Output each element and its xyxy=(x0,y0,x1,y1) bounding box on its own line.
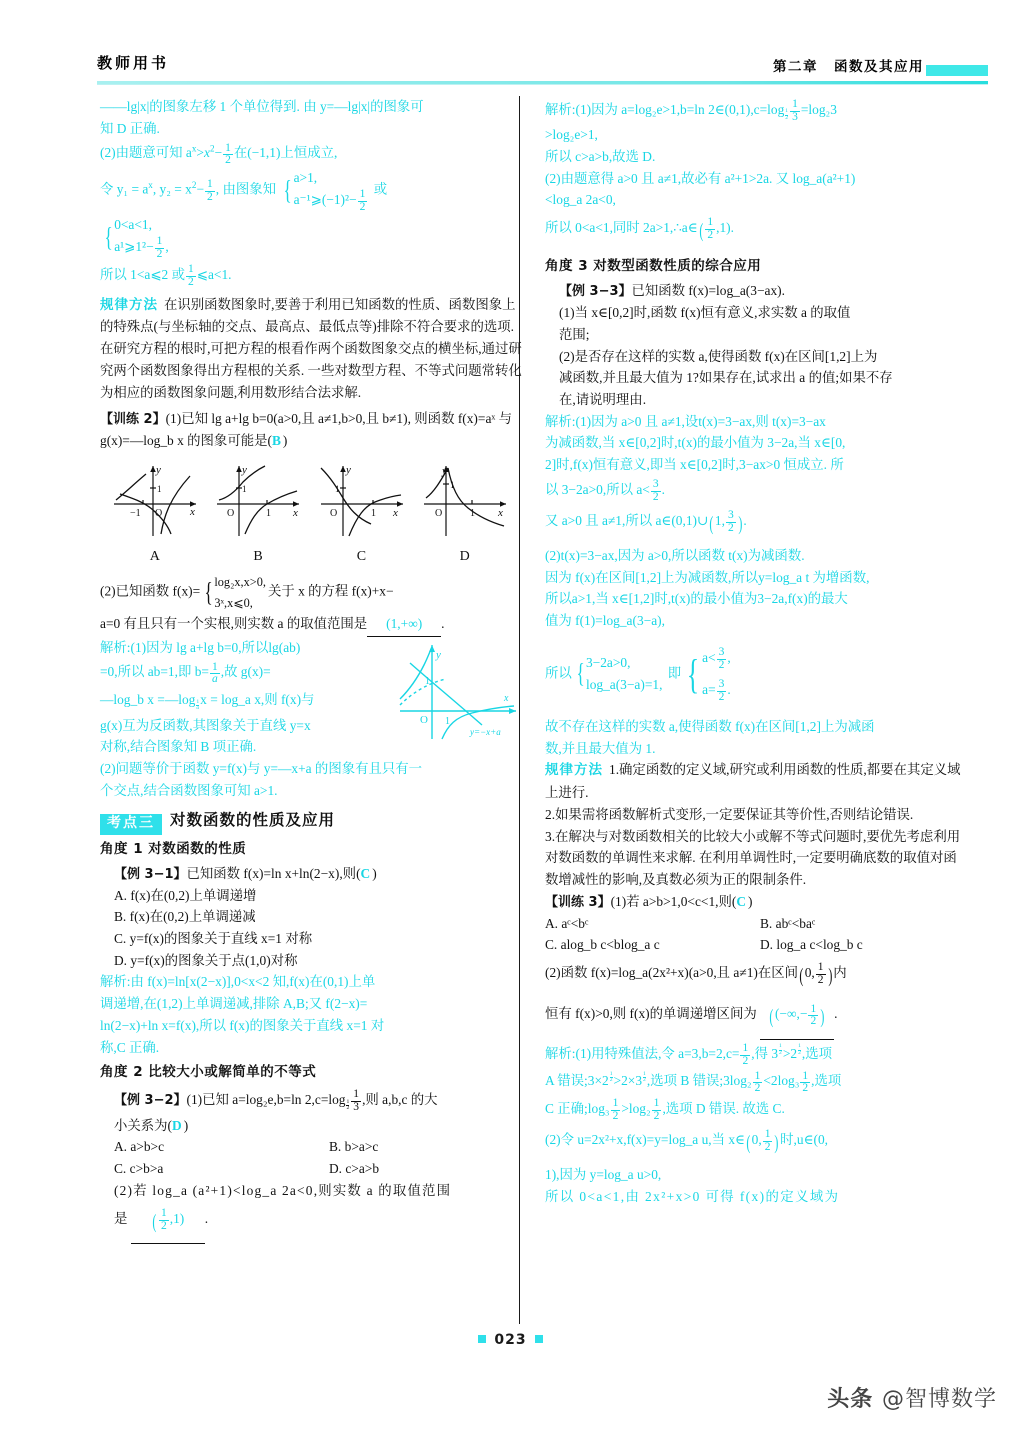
jiexi33-sys1-row1: 3−2a>0, xyxy=(585,654,631,670)
option-figure-a xyxy=(106,458,204,568)
li32-question-1-tail: 小关系为(D) xyxy=(114,1117,189,1133)
conclusion-line: 所以 1<a⩽2 或 $\frac{1}{2}$ ⩽a<1. xyxy=(100,263,232,288)
sys1-or: 或 xyxy=(373,181,388,197)
option-label-c: C xyxy=(356,548,367,564)
jiexi-x3-line-5: 1),因为 y=log_a u>0, xyxy=(545,1166,662,1182)
jiexi2-l3a: —log_b x =—log xyxy=(100,692,196,708)
system-brace-1: { a>1, a⁻¹⩾(−1)²− $\frac{1}{2}$ xyxy=(281,167,368,214)
graph-a-svg xyxy=(106,458,204,540)
li31-option-c: C. y=f(x)的图象关于直线 x=1 对称 xyxy=(114,931,313,947)
jiexi-x3-l2c: ,选项 B 错误;3log₂ xyxy=(646,1073,752,1089)
option-label-b: B xyxy=(253,548,264,564)
svg-text:1: 1 xyxy=(425,675,430,687)
jiexi-x3-l1d: ,选项 xyxy=(801,1045,833,1061)
guilv-block-right xyxy=(545,759,967,804)
system-2-line xyxy=(100,214,522,261)
jiexi2-l2b: ,故 g(x)= xyxy=(220,664,271,680)
svg-text:1: 1 xyxy=(242,483,247,494)
jiexi33-line-7: 因为 f(x)在区间[1,2]上为减函数,所以y=log_a t 为增函数, xyxy=(545,569,870,585)
sys2-row2: a¹⩾1²− $\frac{1}{2}$ , xyxy=(114,235,169,261)
jiexi-x3-l3b: >log₂ xyxy=(621,1101,651,1117)
jiexi2-line-5: 对称,结合图象知 B 项正确. xyxy=(100,739,257,755)
page-number: 023 xyxy=(494,1332,527,1348)
li32-options-row-1 xyxy=(114,1136,522,1158)
header-chapter-title: 函数及其应用 xyxy=(834,59,924,75)
jiexi31-line-3: ln(2−x)+ln x=f(x),所以 f(x)的图象关于直线 x=1 对 xyxy=(100,1017,385,1033)
guilv-block-left xyxy=(100,294,522,404)
svg-text:y: y xyxy=(436,648,441,661)
header-left-title: 教师用书 xyxy=(97,54,170,72)
jiexi32-l1b: =log₂3 xyxy=(800,102,837,117)
jiexi33-system-brace-2: { a< $\frac{3}{2}$ , a= $\frac{3}{2}$ . xyxy=(683,642,731,706)
svg-text:y: y xyxy=(345,463,351,476)
li33-q: 已知函数 f(x)=log_a(3−ax). xyxy=(631,283,785,299)
jiexi-x3-l3a: C 正确;log₃ xyxy=(545,1101,610,1117)
xunlian3-q2c: 内 xyxy=(833,965,847,981)
header-accent-swatch xyxy=(926,65,988,76)
xunlian3-answer-1: C xyxy=(736,893,749,909)
li33-q1-line1: (1)当 x∈[0,2]时,函数 f(x)恒有意义,求实数 a 的取值 xyxy=(559,305,851,321)
li32-answer-2: ( $\frac{1}{2}$ ,1) xyxy=(131,1202,205,1244)
li33-q1-line2: 范围; xyxy=(559,326,590,342)
li32-q1a: (1)已知 a=log₂e,b=ln 2,c=log xyxy=(186,1092,346,1108)
guilv-tag-left: 规律方法 xyxy=(100,296,158,313)
xunlian2-q2-tail: a=0 有且只有一个实根,则实数 a 的取值范围是 xyxy=(100,616,368,632)
svg-text:x: x xyxy=(497,506,503,519)
svg-text:1: 1 xyxy=(445,715,450,727)
li32-option-c: C. c>b>a xyxy=(114,1161,164,1177)
option-label-d: D xyxy=(459,548,471,564)
page-footer xyxy=(0,1332,1021,1348)
guilv-text-left: 在识别函数图象时,要善于利用已知函数的性质、函数图象上的特殊点(与坐标轴的交点、最高点、最低点等)排除不符合要求的选项. 在研究方程的根时,可把方程的根看作两个函数图象交点的横坐标,通过研究两个函数图象得出方程根的关系. 一些对数型方程、不等式问题常转化为相应的函数图象问题,利用数形结合法求解. xyxy=(100,296,522,400)
jiexi33-sys-lead: 所以 xyxy=(545,664,572,680)
graph-d-svg xyxy=(416,458,514,540)
page-header xyxy=(0,52,1021,86)
svg-text:O: O xyxy=(420,713,428,726)
xunlian2-answer-1: B xyxy=(271,433,283,449)
svg-text:1: 1 xyxy=(157,483,162,494)
jiexi32-line-1: 解析:(1)因为 a=log₂e>1,b=ln 2∈(0,1),c=log $_{\frac{1}{2}}$ $\frac{1}{3}$ =log₂3 xyxy=(545,98,837,123)
jiexi33-line-2: 为减函数,当 x∈[0,2]时,t(x)的最小值为 3−2a,当 x∈[0, xyxy=(545,435,846,451)
xunlian3-option-b: B. abᶜ<baᶜ xyxy=(760,915,816,931)
jiexi2-line-4: g(x)互为反函数,其图象关于直线 y=x xyxy=(100,717,311,733)
watermark xyxy=(827,1382,997,1413)
jiexi-x3-l2d: <2log₃ xyxy=(763,1073,800,1089)
xunlian3-option-d: D. log_a c<log_b c xyxy=(760,937,863,953)
jiexi2-line-7: 个交点,结合函数图象可知 a>1. xyxy=(100,782,278,798)
jiexi31-line-4: 称,C 正确. xyxy=(100,1039,160,1055)
jiexi33-l5a: 又 a>0 且 a≠1,所以 a∈(0,1)∪ xyxy=(545,512,709,528)
jiexi-x3-l4b: 0, xyxy=(751,1131,762,1147)
item2-tail: 在(−1,1)上恒成立, xyxy=(233,145,338,161)
li32-options-row-2 xyxy=(114,1158,522,1180)
xunlian3-question-2-answer: 恒有 f(x)>0,则 f(x)的单调递增区间为 ((−∞,− $\frac{1}{2}$ ) . xyxy=(545,997,967,1039)
let-lead: 令 y₁ = a xyxy=(100,181,149,197)
jiexi-x3-l1a: 解析:(1)用特殊值法,令 a=3,b=2,c= xyxy=(545,1045,740,1061)
jiexi32-line-2: >log₂e>1, xyxy=(545,127,598,143)
header-chapter-number: 第二章 xyxy=(773,59,818,75)
jiexi33-sys2-row2: a= $\frac{3}{2}$ . xyxy=(702,678,731,703)
option-figure-d xyxy=(416,458,514,568)
xunlian2-q1a: (1)已知 lg a+lg b=0(a>0,且 a≠1,b>0,且 b≠1), xyxy=(165,411,411,427)
li32-q2b: 是 xyxy=(114,1210,128,1226)
jiexi33-system-line xyxy=(545,642,967,706)
jiexi33-line-10: 故不存在这样的实数 a,使得函数 f(x)在区间[1,2]上为减函 xyxy=(545,718,875,734)
jiexi-x3-line-6: 所以 0<a<1,由 2x²+x>0 可得 f(x)的定义域为 xyxy=(545,1188,840,1204)
jiexi33-line-11: 数,并且最大值为 1. xyxy=(545,740,656,756)
jiexi33-line-1: 解析:(1)因为 a>0 且 a≠1,设t(x)=3−ax,则 t(x)=3−ax xyxy=(545,413,826,429)
jiaodu-1-heading: 角度 1 对数函数的性质 xyxy=(100,840,247,857)
xunlian2-answer-2: (1,+∞) xyxy=(367,613,441,637)
jiexi2-line-3: —log_b x =—log $_{\frac{1}{a}}$ x = log_a x,则 f(x)与 xyxy=(100,692,315,712)
svg-text:x: x xyxy=(392,506,398,519)
li33-q2-line1: (2)是否存在这样的实数 a,使得函数 f(x)在区间[1,2]上为 xyxy=(559,348,878,364)
jiexi-x3-line-3: C 正确;log₃ $\frac{1}{2}$ >log₂ $\frac{1}{2}$ ,选项 D 错误. 故选 C. xyxy=(545,1097,785,1123)
svg-text:x: x xyxy=(504,692,509,704)
cont-line-1: ——lg|x|的图象左移 1 个单位得到. 由 y=—lg|x|的图象可 xyxy=(100,99,424,114)
jiexi32-l6b: ,1). xyxy=(716,220,734,236)
sys1-row1: a>1, xyxy=(293,170,318,186)
jiexi33-system-brace-1: { 3−2a>0, log_a(3−a)=1, xyxy=(574,652,663,696)
jiexi33-line-9: 值为 f(1)=log_a(3−a), xyxy=(545,612,665,628)
xunlian3-answer-2: ((−∞,− $\frac{1}{2}$ ) xyxy=(760,997,834,1039)
xunlian3-q2d: 恒有 f(x)>0,则 f(x)的单调递增区间为 xyxy=(545,1006,757,1022)
jiexi2-inset-figure xyxy=(398,639,522,743)
guilv-item-1: 1.确定函数的定义域,研究或利用函数的性质,都要在其定义域上进行. xyxy=(545,762,961,801)
li32-answer-1: D xyxy=(172,1117,184,1133)
li32-question-2: (2)若 log_a (a²+1)<log_a 2a<0,则实数 a 的取值范围 xyxy=(114,1182,452,1198)
jiexi-x3-l4c: 时,u∈(0, xyxy=(780,1131,829,1147)
graph-b-svg xyxy=(209,458,307,540)
li32-question-2-answer: 是 ( $\frac{1}{2}$ ,1) . xyxy=(114,1202,522,1244)
xunlian3-option-a: A. aᶜ<bᶜ xyxy=(545,915,589,931)
li33-q2-line2: 减函数,并且最大值为 1?如果存在,试求出 a 的值;如果不存 xyxy=(559,370,893,386)
xunlian2-question-2 xyxy=(100,572,522,613)
jiexi-x3-line-4: (2)令 u=2x²+x,f(x)=y=log_a u,当 x∈(0, $\frac{1}{2}$ )时,u∈(0, xyxy=(545,1127,829,1154)
xunlian3-tag: 【训练 3】 xyxy=(545,894,611,910)
let-line: 令 $y_1 = a^x$, $y_2 = x^2-$ $\frac{1}{2}$ , 由图象知 { a>1, a⁻¹⩾(−1)²− $\frac{1}{2}$ 或 xyxy=(100,167,522,214)
jiexi-x3-l2b: >2×3 xyxy=(613,1073,643,1089)
sys2-row1: 0<a<1, xyxy=(114,216,152,232)
svg-text:x: x xyxy=(190,505,195,518)
jiexi33-line-6: (2)t(x)=3−ax,因为 a>0,所以函数 t(x)为减函数. xyxy=(545,547,805,563)
jiexi33-l4a: 以 3−2a>0,所以 a< xyxy=(545,481,650,497)
li31-q: 已知函数 f(x)=ln x+ln(2−x),则( xyxy=(186,865,361,881)
li32-option-b: B. b>a>c xyxy=(329,1139,379,1155)
jiexi-x3-line-1: 解析:(1)用特殊值法,令 a=3,b=2,c= $\frac{1}{2}$ ,得 3 $^{\frac{1}{2}}$ >2 $^{\frac{1}{2}}$ ,选项 xyxy=(545,1041,833,1067)
xunlian2-q1b: 则函数 f(x)=aˣ 与 g(x)=—log_b x 的图象可能是( xyxy=(100,411,512,449)
jiexi33-line-8: 所以a>1,当 x∈[1,2]时,t(x)的最小值为3−2a,f(x)的最大 xyxy=(545,591,848,607)
watermark-handle: @智博数学 xyxy=(881,1387,997,1412)
svg-text:1: 1 xyxy=(266,507,272,519)
sys1-row2: a⁻¹⩾(−1)²− $\frac{1}{2}$ xyxy=(293,188,366,214)
inset-graph-svg xyxy=(398,639,522,743)
li32-q1b: ,则 a,b,c 的大 xyxy=(362,1092,438,1108)
li32-option-a: A. a>b>c xyxy=(114,1139,165,1155)
li32-question-1: 【例 3−2】(1)已知 a=log₂e,b=ln 2,c=log $_{\frac{1}{2}}$ $\frac{1}{3}$ ,则 a,b,c 的大 xyxy=(114,1088,438,1114)
jiexi2-line-6: (2)问题等价于函数 y=f(x)与 y=—x+a 的图象有且只有一 xyxy=(100,760,423,776)
li33-q2-line3: 在,请说明理由. xyxy=(559,392,647,408)
jiexi32-line-3: 所以 c>a>b,故选 D. xyxy=(545,149,656,165)
xunlian3-q2a: (2)函数 f(x)=log_a(2x²+x)(a>0,且 a≠1)在区间 xyxy=(545,965,799,981)
svg-text:1: 1 xyxy=(334,483,340,494)
kaodian-title: 对数函数的性质及应用 xyxy=(170,811,336,830)
svg-text:1: 1 xyxy=(370,507,376,519)
jiexi31-line-2: 调递增,在(1,2)上单调递减,排除 A,B;又 f(2−x)= xyxy=(100,996,368,1012)
li31-option-a: A. f(x)在(0,2)上单调递增 xyxy=(114,887,257,903)
jiexi2-line-1: 解析:(1)因为 lg a+lg b=0,所以lg(ab) xyxy=(100,639,301,655)
jiexi-x3-l2a: A 错误;3×2 xyxy=(545,1073,609,1089)
jiexi33-line-4: 以 3−2a>0,所以 a< $\frac{3}{2}$ . xyxy=(545,478,665,503)
graph-c-svg xyxy=(313,458,411,540)
svg-text:y: y xyxy=(156,463,161,476)
svg-text:x: x xyxy=(293,506,299,519)
watermark-platform: 头条 xyxy=(827,1387,874,1412)
jiaodu-2-heading: 角度 2 比较大小或解简单的不等式 xyxy=(100,1064,317,1081)
guilv-item-3-line: 3.在解决与对数函数相关的比较大小或解不等式问题时,要优先考虑利用对数函数的单调性来求解. 在利用单调性时,一定要明确底数的取值对函数增减性的影响,及真数必须为正的限制条件. xyxy=(545,828,961,888)
xunlian2-question-2-tail: a=0 有且只有一个实根,则实数 a 的取值范围是 (1,+∞) . xyxy=(100,613,522,637)
li32-option-d: D. c>a>b xyxy=(329,1161,380,1177)
jiexi33-l4b: . xyxy=(661,481,665,497)
jiexi-x3-l1c: >2 xyxy=(782,1045,798,1061)
header-chapter xyxy=(773,55,924,75)
li33-tag: 【例 3−3】 xyxy=(559,284,632,300)
li31-option-d: D. y=f(x)的图象关于点(1,0)对称 xyxy=(114,952,298,968)
li31-option-b: B. f(x)在(0,2)上单调递减 xyxy=(114,909,256,925)
svg-text:O: O xyxy=(434,507,443,519)
option-figure-b xyxy=(209,458,307,568)
jiexi32-line-5: <log_a 2a<0, xyxy=(545,192,616,208)
svg-text:1: 1 xyxy=(469,507,475,519)
svg-text:O: O xyxy=(329,507,337,519)
jiexi32-l6a: 所以 0<a<1,同时 2a>1,∴a∈ xyxy=(545,220,698,236)
xunlian3-options-row-2 xyxy=(545,934,967,956)
xunlian2-q2-mid: 关于 x 的方程 f(x)+x− xyxy=(267,583,394,599)
cont-line-2: 知 D 正确. xyxy=(100,120,160,136)
piecewise-case-1: log₂x,x>0, xyxy=(214,575,266,590)
kaodian-badge: 考点三 xyxy=(100,814,162,834)
jiexi33-line-5: 又 a>0 且 a≠1,所以 a∈(0,1)∪(1, $\frac{3}{2}$ ). xyxy=(545,508,747,535)
svg-text:y: y xyxy=(242,463,248,476)
footer-square-right-icon xyxy=(535,1335,543,1343)
svg-text:1: 1 xyxy=(449,479,455,490)
xunlian3-q2b: 0, xyxy=(804,965,815,981)
let-tail: , 由图象知 xyxy=(215,181,277,197)
footer-square-left-icon xyxy=(478,1335,486,1343)
jiexi33-line-3: 2]时,f(x)恒有意义,即当 x∈[0,2]时,3−ax>0 恒成立. 所 xyxy=(545,457,844,473)
xunlian3-question-1: 【训练 3】(1)若 a>b>1,0<c<1,则(C) xyxy=(545,893,753,910)
xunlian3-option-c: C. alog_b c<blog_a c xyxy=(545,937,660,953)
svg-text:O: O xyxy=(155,507,163,519)
xunlian3-options-row-1 xyxy=(545,913,967,935)
piecewise-brace: { log₂x,x>0, 3ˣ,x⩽0, xyxy=(202,572,266,613)
jiexi32-l1a: 解析:(1)因为 a=log₂e>1,b=ln 2∈(0,1),c=log xyxy=(545,102,785,117)
item2-lead: (2)由题意可知 a xyxy=(100,145,192,161)
xunlian2-tag: 【训练 2】 xyxy=(100,412,166,428)
jiexi-x3-l2e: ,选项 xyxy=(811,1073,842,1089)
xunlian2-question-1: 【训练 2】(1)已知 lg a+lg b=0(a>0,且 a≠1,b>0,且 b≠1), 则函数 f(x)=aˣ 与 g(x)=—log_b x 的图象可能是(B) xyxy=(100,411,512,449)
xunlian3-q1: (1)若 a>b>1,0<c<1,则( xyxy=(610,893,737,909)
kaodian-section-heading xyxy=(100,808,522,834)
left-column xyxy=(100,96,522,1324)
jiaodu-3-heading: 角度 3 对数型函数性质的综合应用 xyxy=(545,258,762,275)
system-brace-2: { 0<a<1, a¹⩾1²− $\frac{1}{2}$ , xyxy=(102,214,169,261)
li31-question: 【例 3−1】已知函数 f(x)=ln x+ln(2−x),则(C) xyxy=(114,865,377,882)
jiexi33-l5b: 1, xyxy=(714,512,725,528)
jiexi-x3-line-2: A 错误;3×2 $^{\frac{1}{2}}$ >2×3 $^{\frac{1}{2}}$ ,选项 B 错误;3log₂ $\frac{1}{2}$ <2log₃ $\frac{1}{2}$ ,选项 xyxy=(545,1069,842,1095)
jiexi33-sys1-row2: log_a(3−a)=1, xyxy=(585,676,663,692)
li32-tag: 【例 3−2】 xyxy=(114,1093,187,1109)
option-figure-row xyxy=(106,458,514,568)
li33-question xyxy=(559,280,967,302)
xunlian3-question-2: (2)函数 f(x)=log_a(2x²+x)(a>0,且 a≠1)在区间(0, $\frac{1}{2}$ )内 xyxy=(545,961,847,988)
jiexi32-line-4: (2)由题意得 a>0 且 a≠1,故必有 a²+1>2a. 又 log_a(a²+1) xyxy=(545,170,856,186)
header-rule-secondary xyxy=(97,84,988,85)
jiexi-x3-l4a: (2)令 u=2x²+x,f(x)=y=log_a u,当 x∈ xyxy=(545,1131,745,1147)
jiexi33-sys-mid: 即 xyxy=(667,664,682,680)
svg-text:O: O xyxy=(227,507,235,519)
option-figure-c xyxy=(313,458,411,568)
guilv-item-2-line: 2.如果需将函数解析式变形,一定要保证其等价性,否则结论错误. xyxy=(545,806,914,822)
jiexi2-l2a: =0,所以 ab=1,即 b= xyxy=(100,664,209,680)
conclusion-tail: ⩽a<1. xyxy=(196,266,232,282)
xunlian2-q2-lead: (2)已知函数 f(x)= xyxy=(100,583,201,599)
svg-text:−1: −1 xyxy=(130,507,141,519)
let-mid: , y₂ = x xyxy=(152,181,192,197)
li32-q1c: 小关系为( xyxy=(114,1117,173,1133)
jiexi2-line-2: =0,所以 ab=1,即 b= $\frac{1}{a}$ ,故 g(x)= xyxy=(100,660,271,686)
conclusion-lead: 所以 1<a⩽2 或 xyxy=(100,266,185,282)
svg-text:y=−x+a: y=−x+a xyxy=(470,726,501,737)
piecewise-case-2: 3ˣ,x⩽0, xyxy=(214,595,253,610)
jiexi2-l3b: x = log_a x,则 f(x)与 xyxy=(200,692,315,708)
guilv-tag-right: 规律方法 xyxy=(545,762,603,779)
li31-answer: C xyxy=(360,865,373,881)
option-label-a: A xyxy=(149,548,161,564)
jiexi31-line-1: 解析:由 f(x)=ln[x(2−x)],0<x<2 知,f(x)在(0,1)上单 xyxy=(100,974,376,990)
item2-line: (2)由题意可知 $a^x>x^2-$ $\frac{1}{2}$ 在(−1,1)上恒成立, xyxy=(100,141,338,167)
jiexi-x3-l1b: ,得 3 xyxy=(751,1045,779,1061)
jiexi33-sys2-row1: a< $\frac{3}{2}$ , xyxy=(702,645,731,671)
jiexi-x3-l3c: ,选项 D 错误. 故选 C. xyxy=(662,1101,785,1117)
right-column xyxy=(545,96,967,1324)
svg-text:y: y xyxy=(441,464,447,477)
jiexi32-line-6: 所以 0<a<1,同时 2a>1,∴a∈( $\frac{1}{2}$ ,1). xyxy=(545,216,734,243)
li31-tag: 【例 3−1】 xyxy=(114,866,187,882)
